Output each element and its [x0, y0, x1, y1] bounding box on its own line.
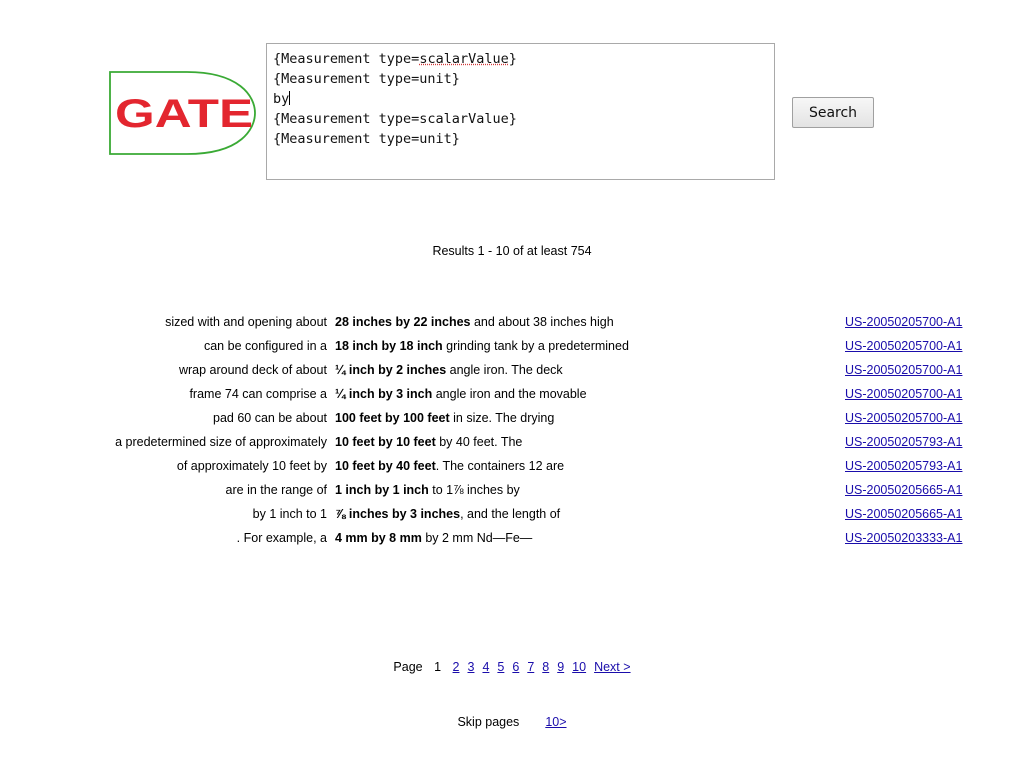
result-right-context: by 40 feet. The — [435, 435, 523, 449]
result-match — [335, 358, 563, 382]
skip-pages-link[interactable]: 10> — [545, 715, 567, 729]
result-match — [335, 502, 560, 526]
skip-pages — [0, 715, 1024, 729]
page-link-3[interactable]: 3 — [467, 660, 475, 674]
result-left-context: of approximately 10 feet by — [176, 459, 327, 473]
page-label: Page — [393, 660, 423, 674]
query-line-5: {Measurement type=unit} — [273, 131, 460, 147]
query-textarea[interactable] — [266, 43, 775, 180]
result-row — [0, 310, 1024, 334]
result-right-context: , and the length of — [460, 507, 561, 521]
query-line-1: {Measurement type=scalarValue} — [273, 51, 517, 67]
results-summary: Results 1 - 10 of at least 754 — [432, 244, 592, 258]
result-match-text: ¼ inch by 3 inch — [335, 387, 433, 401]
gate-logo-text: GATE — [115, 92, 253, 136]
skip-pages-label: Skip pages — [457, 715, 520, 729]
result-row — [0, 502, 1024, 526]
result-document-link[interactable]: US-20050205665-A1 — [845, 507, 963, 521]
result-row — [0, 526, 1024, 550]
result-match-text: 100 feet by 100 feet — [335, 411, 450, 425]
result-right-context: to 1⅞ inches by — [428, 483, 520, 497]
result-left-context: pad 60 can be about — [213, 411, 327, 425]
result-row — [0, 382, 1024, 406]
result-left-context: wrap around deck of about — [178, 363, 327, 377]
result-match — [335, 310, 614, 334]
result-document-link[interactable]: US-20050205793-A1 — [845, 459, 963, 473]
result-left-context: are in the range of — [225, 483, 327, 497]
result-row — [0, 334, 1024, 358]
result-match-text: 1 inch by 1 inch — [335, 483, 429, 497]
result-match-text: 4 mm by 8 mm — [335, 531, 422, 545]
result-match — [335, 406, 554, 430]
result-document-link[interactable]: US-20050205793-A1 — [845, 435, 963, 449]
query-line-3: by — [273, 91, 290, 107]
result-right-context: and about 38 inches high — [470, 315, 614, 329]
result-right-context: angle iron and the movable — [432, 387, 587, 401]
result-right-context: angle iron. The deck — [446, 363, 563, 377]
result-match-text: ⅞ inches by 3 inches — [335, 507, 461, 521]
result-match — [335, 430, 522, 454]
result-right-context: grinding tank by a predetermined — [442, 339, 629, 353]
next-page-link[interactable]: Next > — [594, 660, 631, 674]
query-line-4: {Measurement type=scalarValue} — [273, 111, 517, 127]
pagination — [0, 660, 1024, 674]
result-right-context: by 2 mm Nd—Fe— — [421, 531, 533, 545]
result-left-context: a predetermined size of approximately — [115, 435, 327, 449]
result-right-context: . The containers 12 are — [435, 459, 565, 473]
page-link-5[interactable]: 5 — [497, 660, 505, 674]
result-document-link[interactable]: US-20050205700-A1 — [845, 363, 963, 377]
page-link-10[interactable]: 10 — [572, 660, 587, 674]
result-match — [335, 382, 587, 406]
result-document-link[interactable]: US-20050205700-A1 — [845, 339, 963, 353]
result-match-text: 10 feet by 40 feet — [335, 459, 436, 473]
query-line-2: {Measurement type=unit} — [273, 71, 460, 87]
result-document-link[interactable]: US-20050205700-A1 — [845, 411, 963, 425]
result-match-text: ¼ inch by 2 inches — [335, 363, 447, 377]
page-link-4[interactable]: 4 — [482, 660, 490, 674]
page-link-2[interactable]: 2 — [452, 660, 460, 674]
result-row — [0, 454, 1024, 478]
gate-logo — [107, 70, 257, 158]
result-match-text: 10 feet by 10 feet — [335, 435, 436, 449]
result-match-text: 18 inch by 18 inch — [335, 339, 443, 353]
page-link-7[interactable]: 7 — [527, 660, 535, 674]
result-left-context: frame 74 can comprise a — [189, 387, 327, 401]
result-left-context: can be configured in a — [203, 339, 327, 353]
search-button[interactable]: Search — [792, 97, 874, 128]
page-link-8[interactable]: 8 — [542, 660, 550, 674]
result-right-context: in size. The drying — [449, 411, 555, 425]
result-document-link[interactable]: US-20050205665-A1 — [845, 483, 963, 497]
result-document-link[interactable]: US-20050203333-A1 — [845, 531, 963, 545]
result-row — [0, 358, 1024, 382]
result-document-link[interactable]: US-20050205700-A1 — [845, 315, 963, 329]
text-caret — [289, 91, 290, 105]
result-row — [0, 478, 1024, 502]
result-row — [0, 406, 1024, 430]
page-link-6[interactable]: 6 — [512, 660, 520, 674]
result-row — [0, 430, 1024, 454]
result-match — [335, 334, 629, 358]
result-left-context: . For example, a — [236, 531, 327, 545]
result-match — [335, 454, 564, 478]
result-left-context: sized with and opening about — [165, 315, 327, 329]
result-match-text: 28 inches by 22 inches — [335, 315, 471, 329]
result-left-context: by 1 inch to 1 — [252, 507, 327, 521]
results-list — [0, 310, 1024, 550]
result-match — [335, 526, 532, 550]
page-link-9[interactable]: 9 — [557, 660, 565, 674]
result-match — [335, 478, 520, 502]
page-current: 1 — [434, 660, 442, 674]
result-document-link[interactable]: US-20050205700-A1 — [845, 387, 963, 401]
